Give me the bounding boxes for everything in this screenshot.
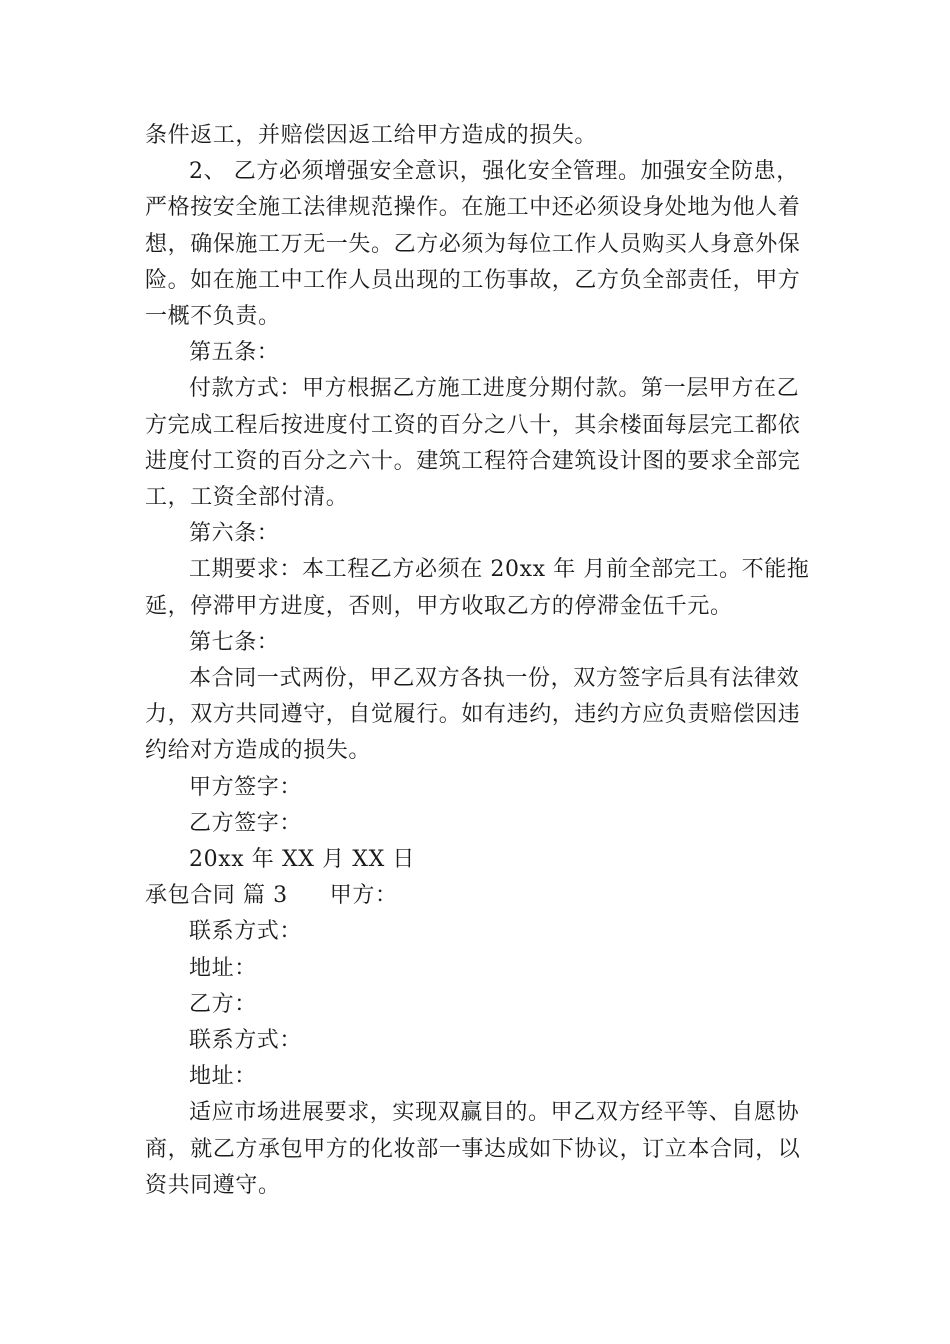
heading-article-6: 第六条： [189, 521, 280, 547]
party-b-label: 乙方： [189, 991, 257, 1017]
party-a-signature-label: 甲方签字： [189, 774, 303, 800]
party-a-contact-label: 联系方式： [189, 919, 303, 945]
paragraph-safety-clause: 2、 乙方必须增强安全意识，强化安全管理。加强安全防患，严格按安全施工法律规范操作。在施工中还必须设身处地为他人着想，确保施工万无一失。乙方必须为每位工作人员购买人身意外保险。如在施工中工作人员出现的工伤事故，乙方负全部责任，甲方一概不负责。 [145, 159, 801, 330]
contract-body [145, 118, 810, 1204]
party-b-address-label: 地址： [189, 1064, 257, 1090]
paragraph-schedule-terms: 工期要求：本工程乙方必须在 20xx 年 月前全部完工。不能拖延，停滞甲方进度，否则，甲方收取乙方的停滞金伍千元。 [145, 557, 810, 619]
paragraph-rework-loss: 条件返工，并赔偿因返工给甲方造成的损失。 [145, 123, 598, 148]
paragraph-copies-and-breach: 本合同一式两份，甲乙双方各执一份，双方签字后具有法律效力，双方共同遵守，自觉履行。如有违约，违约方应负责赔偿因违约给对方造成的损失。 [145, 666, 801, 764]
title-spacer [288, 878, 330, 914]
party-a-label: 甲方： [329, 883, 398, 909]
heading-article-7: 第七条： [189, 629, 280, 655]
contract-title-row [145, 878, 810, 914]
heading-article-5: 第五条： [189, 340, 280, 366]
signature-date: 20xx 年 XX 月 XX 日 [189, 847, 416, 873]
party-a-address-label: 地址： [189, 955, 257, 981]
party-b-signature-label: 乙方签字： [189, 810, 303, 836]
party-b-contact-label: 联系方式： [189, 1028, 303, 1054]
paragraph-agreement-preamble: 适应市场进展要求，实现双赢目的。甲乙双方经平等、自愿协商，就乙方承包甲方的化妆部一事达成如下协议，订立本合同，以资共同遵守。 [145, 1100, 801, 1198]
contract-title: 承包合同 篇 3 [145, 883, 288, 909]
paragraph-payment-terms: 付款方式：甲方根据乙方施工进度分期付款。第一层甲方在乙方完成工程后按进度付工资的百分之八十，其余楼面每层完工都依进度付工资的百分之六十。建筑工程符合建筑设计图的要求全部完工，工资全部付清。 [145, 376, 801, 511]
